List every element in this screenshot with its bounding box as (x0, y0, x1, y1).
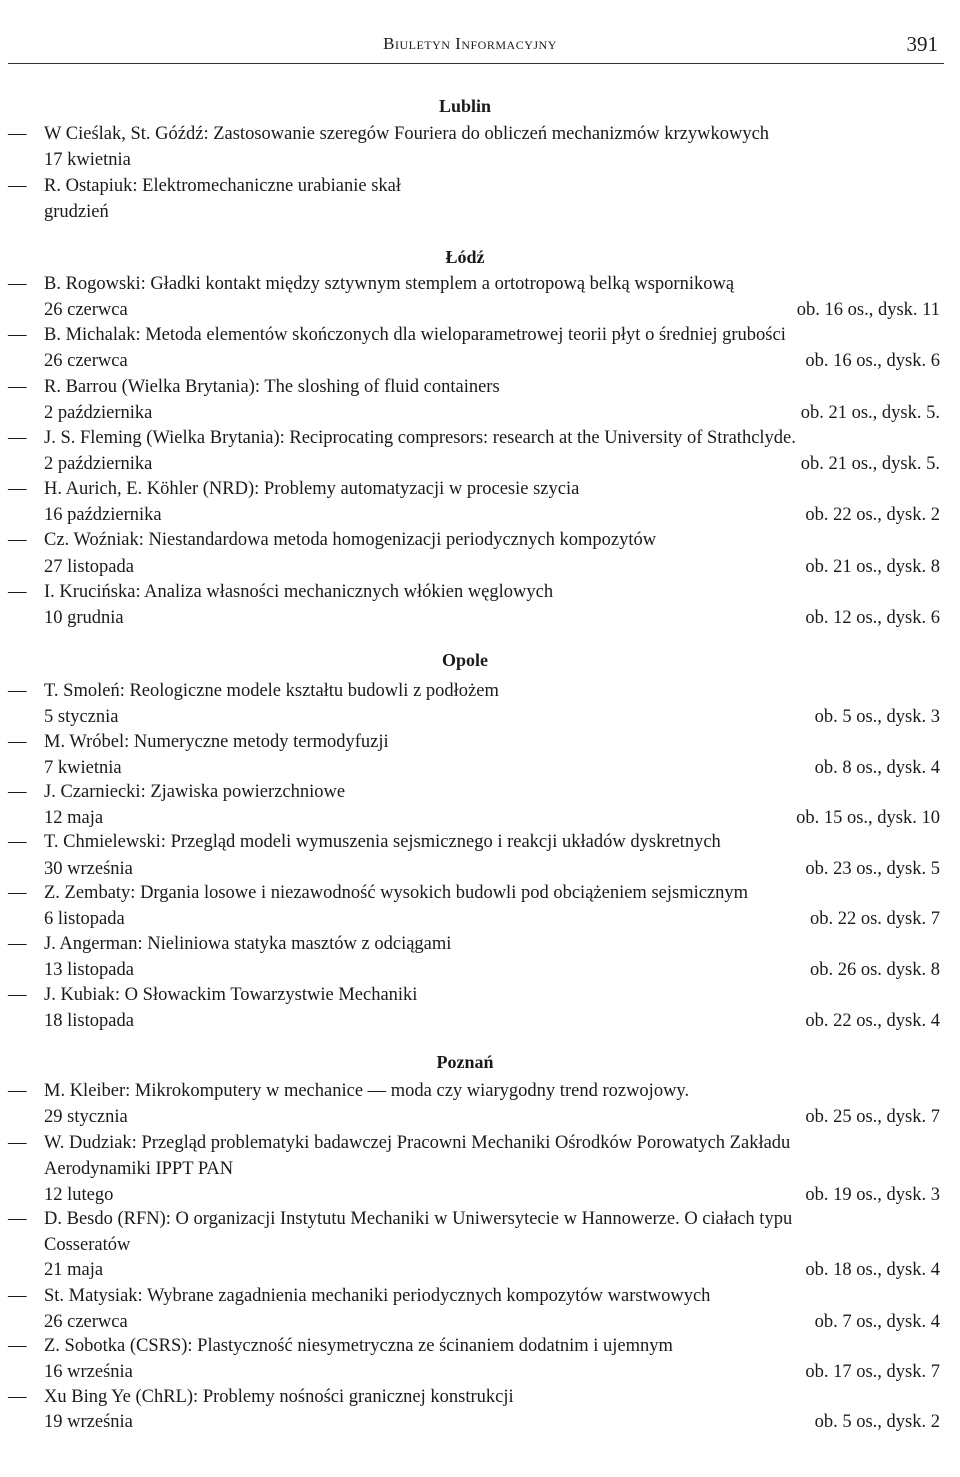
entry-date: grudzień (44, 202, 109, 222)
entry-title-line (0, 681, 940, 705)
entry-title: J. Czarniecki: Zjawiska powierzchniowe (44, 782, 346, 802)
entry-title: H. Aurich, E. Köhler (NRD): Problemy automatyzacji w procesie szycia (44, 479, 580, 499)
entry-attendance: ob. 21 os., dysk. 5. (800, 403, 940, 423)
entry-date: 21 maja (44, 1260, 104, 1280)
entry-title-line (0, 530, 940, 554)
entry-date: 17 kwietnia (44, 150, 131, 170)
dash-marker: — (8, 1336, 27, 1356)
dash-marker: — (8, 479, 27, 499)
entry-date-line (0, 859, 940, 883)
entry-title: Cz. Woźniak: Niestandardowa metoda homogenizacji periodycznych kompozytów (44, 530, 657, 550)
entry-attendance: ob. 7 os., dysk. 4 (814, 1312, 940, 1332)
entry-date-line (0, 505, 940, 529)
entry-date: 29 stycznia (44, 1107, 128, 1127)
entry-title-line (0, 479, 940, 503)
entry-date-line (0, 1362, 940, 1386)
entry-attendance: ob. 25 os., dysk. 7 (805, 1107, 940, 1127)
entry-date: 16 października (44, 505, 162, 525)
entry-title-line (0, 1387, 940, 1411)
entry-date: 30 września (44, 859, 133, 879)
entry-title: T. Chmielewski: Przegląd modeli wymuszenia sejsmicznego i reakcji układów dyskretnych (44, 832, 721, 852)
entry-attendance: ob. 17 os., dysk. 7 (805, 1362, 940, 1382)
entry-date-line (0, 808, 940, 832)
entry-date-line (0, 758, 940, 782)
dash-marker: — (8, 377, 27, 397)
entry-title: R. Ostapiuk: Elektromechaniczne urabianie skał (44, 176, 402, 196)
entry-date: 5 stycznia (44, 707, 119, 727)
entry-date: 13 listopada (44, 960, 134, 980)
entry-attendance: ob. 5 os., dysk. 3 (814, 707, 940, 727)
entry-attendance: ob. 22 os., dysk. 2 (805, 505, 940, 525)
entry-attendance: ob. 12 os., dysk. 6 (805, 608, 940, 628)
entry-date-line (0, 960, 940, 984)
dash-marker: — (8, 985, 27, 1005)
dash-marker: — (8, 1133, 27, 1153)
entry-date: 2 października (44, 454, 153, 474)
entry-date-line (0, 403, 940, 427)
entry-date-line (0, 1011, 940, 1035)
entry-title-line (0, 1286, 940, 1310)
entry-date: 27 listopada (44, 557, 134, 577)
entry-date: 2 października (44, 403, 153, 423)
entry-date: 26 czerwca (44, 1312, 128, 1332)
entry-attendance: ob. 22 os., dysk. 4 (805, 1011, 940, 1031)
dash-marker: — (8, 124, 27, 144)
entry-title: St. Matysiak: Wybrane zagadnienia mechaniki periodycznych kompozytów warstwowych (44, 1286, 711, 1306)
page-number: 391 (906, 32, 938, 56)
entry-title: Xu Bing Ye (ChRL): Problemy nośności granicznej konstrukcji (44, 1387, 514, 1407)
entry-title: B. Rogowski: Gładki kontakt między sztywnym stemplem a ortotropową belką wspornikową (44, 274, 735, 294)
section-heading: Poznań (436, 1052, 494, 1072)
entry-date-line (0, 150, 940, 174)
entry-title-line (0, 883, 940, 907)
entry-date: 19 września (44, 1412, 133, 1432)
entry-date: 16 września (44, 1362, 133, 1382)
dash-marker: — (8, 883, 27, 903)
entry-title-continuation-line (0, 1235, 940, 1259)
entry-title: M. Wróbel: Numeryczne metody termodyfuzji (44, 732, 389, 752)
entry-attendance: ob. 16 os., dysk. 6 (805, 351, 940, 371)
entry-date-line (0, 1312, 940, 1336)
entry-title-line (0, 1133, 940, 1157)
entry-attendance: ob. 16 os., dysk. 11 (796, 300, 940, 320)
entry-attendance: ob. 26 os. dysk. 8 (809, 960, 940, 980)
entry-title-continuation: Aerodynamiki IPPT PAN (44, 1159, 234, 1179)
entry-title-line (0, 428, 940, 452)
entry-title: B. Michalak: Metoda elementów skończonych dla wieloparametrowej teorii płyt o średniej grubości (44, 325, 786, 345)
dash-marker: — (8, 1081, 27, 1101)
entry-title-line (0, 124, 940, 148)
dash-marker: — (8, 1387, 27, 1407)
entry-attendance: ob. 23 os., dysk. 5 (805, 859, 940, 879)
entry-title: W Cieślak, St. Góźdź: Zastosowanie szeregów Fouriera do obliczeń mechanizmów krzywkowych (44, 124, 770, 144)
entry-title-continuation: Cosseratów (44, 1235, 131, 1255)
entry-title: R. Barrou (Wielka Brytania): The sloshing of fluid containers (44, 377, 500, 397)
entry-title-line (0, 732, 940, 756)
entry-date-line (0, 707, 940, 731)
entry-date-line (0, 557, 940, 581)
section-heading: Łódź (445, 247, 485, 267)
header-rule (8, 63, 944, 64)
entry-title: D. Besdo (RFN): O organizacji Instytutu Mechaniki w Uniwersytecie w Hannowerze. O ciałach typu (44, 1209, 793, 1229)
entry-title: J. Angerman: Nieliniowa statyka masztów z odciągami (44, 934, 452, 954)
dash-marker: — (8, 832, 27, 852)
entry-attendance: ob. 22 os. dysk. 7 (809, 909, 940, 929)
entry-title-continuation-line (0, 1159, 940, 1183)
dash-marker: — (8, 681, 27, 701)
entry-date-line (0, 300, 940, 324)
section-heading: Opole (441, 650, 488, 670)
entry-title-line (0, 985, 940, 1009)
entry-title-line (0, 582, 940, 606)
entry-date-line (0, 608, 940, 632)
section-heading: Lublin (438, 96, 492, 116)
entry-title-line (0, 832, 940, 856)
entry-title-line (0, 325, 940, 349)
entry-title: W. Dudziak: Przegląd problematyki badawczej Pracowni Mechaniki Ośrodków Porowatych Zakładu (44, 1133, 791, 1153)
entry-date: 26 czerwca (44, 351, 128, 371)
dash-marker: — (8, 428, 27, 448)
entry-date: 7 kwietnia (44, 758, 122, 778)
entry-title-line (0, 1209, 940, 1233)
dash-marker: — (8, 582, 27, 602)
entry-attendance: ob. 21 os., dysk. 8 (805, 557, 940, 577)
entry-attendance: ob. 21 os., dysk. 5. (800, 454, 940, 474)
entry-attendance: ob. 15 os., dysk. 10 (796, 808, 940, 828)
entry-title: J. Kubiak: O Słowackim Towarzystwie Mechaniki (44, 985, 418, 1005)
entry-title: Z. Sobotka (CSRS): Plastyczność niesymetryczna ze ścinaniem dodatnim i ujemnym (44, 1336, 673, 1356)
dash-marker: — (8, 325, 27, 345)
dash-marker: — (8, 274, 27, 294)
entry-date-line (0, 1107, 940, 1131)
entry-title: I. Krucińska: Analiza własności mechanicznych włókien węglowych (44, 582, 554, 602)
entry-title-line (0, 274, 940, 298)
entry-date: 10 grudnia (44, 608, 124, 628)
dash-marker: — (8, 732, 27, 752)
entry-date: 12 maja (44, 808, 104, 828)
entry-date-line (0, 202, 940, 226)
entry-title: M. Kleiber: Mikrokomputery w mechanice — moda czy wiarygodny trend rozwojowy. (44, 1081, 690, 1101)
entry-title: T. Smoleń: Reologiczne modele kształtu budowli z podłożem (44, 681, 499, 701)
entry-date: 12 lutego (44, 1185, 114, 1205)
entry-title-line (0, 1336, 940, 1360)
entry-attendance: ob. 18 os., dysk. 4 (805, 1260, 940, 1280)
entry-title-line (0, 782, 940, 806)
entry-date: 6 listopada (44, 909, 125, 929)
entry-attendance: ob. 5 os., dysk. 2 (814, 1412, 940, 1432)
dash-marker: — (8, 1286, 27, 1306)
running-header (0, 28, 960, 64)
entry-date: 18 listopada (44, 1011, 134, 1031)
entry-title-line (0, 377, 940, 401)
entry-title-line (0, 934, 940, 958)
entry-date: 26 czerwca (44, 300, 128, 320)
entry-title: Z. Zembaty: Drgania losowe i niezawodność wysokich budowli pod obciążeniem sejsmicznym (44, 883, 749, 903)
dash-marker: — (8, 934, 27, 954)
entry-date-line (0, 1260, 940, 1284)
entry-date-line (0, 351, 940, 375)
entry-title: J. S. Fleming (Wielka Brytania): Reciprocating compresors: research at the University of Strathclyde. (44, 428, 796, 448)
dash-marker: — (8, 1209, 27, 1229)
entry-date-line (0, 1185, 940, 1209)
dash-marker: — (8, 176, 27, 196)
entry-attendance: ob. 8 os., dysk. 4 (814, 758, 940, 778)
entry-date-line (0, 1412, 940, 1436)
entry-date-line (0, 909, 940, 933)
entry-attendance: ob. 19 os., dysk. 3 (805, 1185, 940, 1205)
entry-title-line (0, 1081, 940, 1105)
dash-marker: — (8, 782, 27, 802)
entry-title-line (0, 176, 940, 200)
journal-title: Biuletyn Informacyjny (383, 34, 557, 53)
dash-marker: — (8, 530, 27, 550)
entry-date-line (0, 454, 940, 478)
